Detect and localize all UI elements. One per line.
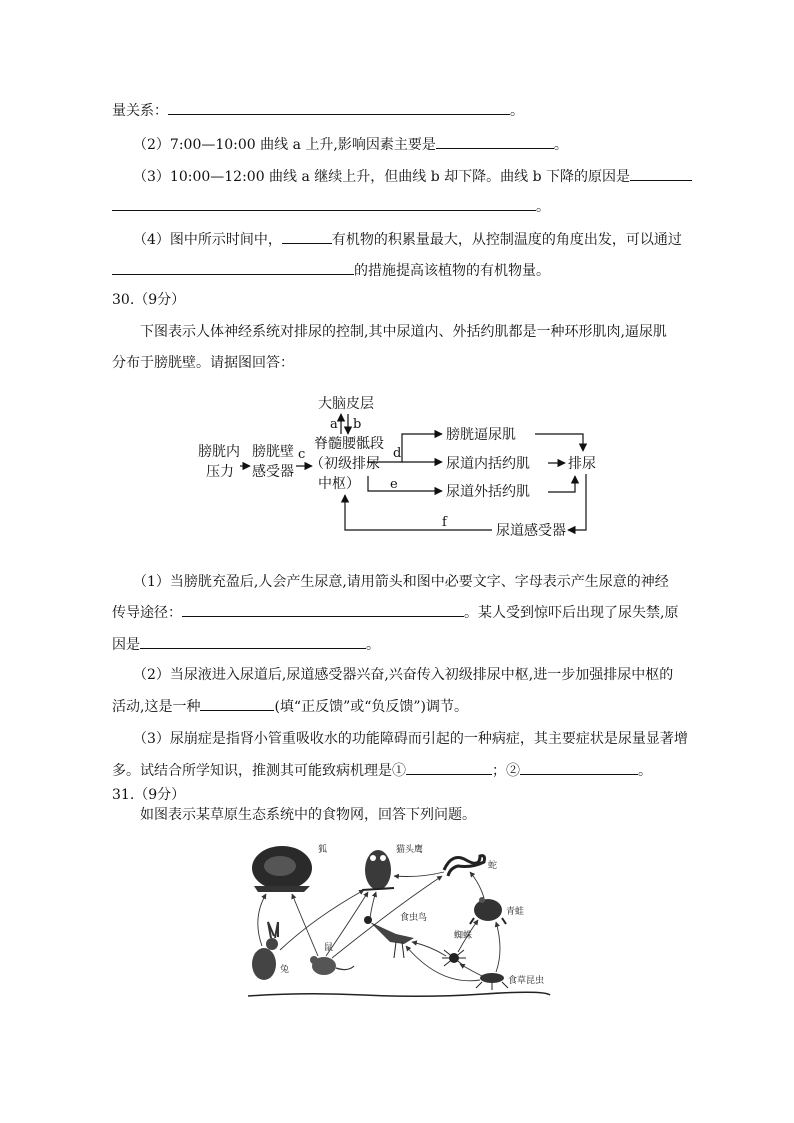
arrow-f [345,495,492,530]
q30-part-1-cont: 因是 。 [112,634,380,655]
spider-label: 蜘蛛 [454,931,473,941]
receptor-label: 膀胱壁 [252,444,294,460]
q31-header: 31.（9分） [112,787,186,803]
arrow-e [368,476,442,491]
spider-icon [442,950,466,966]
detrusor-label: 膀胱逼尿肌 [446,427,516,443]
food-web-figure [244,838,556,1000]
q30-part-1: （1）当膀胱充盈后,人会产生尿意,请用箭头和图中必要文字、字母表示产生尿意的神经 [133,574,669,590]
ground-line [248,992,550,996]
q30-header: 30.（9分） [112,292,186,308]
spinal-center-label: 中枢） [318,476,360,492]
snake-icon [444,856,485,876]
link-rabbit-owl [280,890,364,950]
q30-part-3-cont: 多。试结合所学知识，推测其可能致病机理是① ；② 。 [112,760,652,781]
urination-control-diagram [190,388,610,548]
answer-blank[interactable] [200,696,274,711]
q29-line1-prefix: 量关系： [112,103,168,119]
q29-part-3: （3）10:00—12:00 曲线 a 继续上升，但曲线 b 却下降。曲线 b 下降的原因是 [133,166,692,187]
pathway-b-label: b [353,417,362,432]
outer-sphincter-label: 尿道外括约肌 [446,484,530,500]
pathway-d-label: d [393,446,402,461]
answer-blank[interactable] [520,760,638,775]
arrow-outer-urination [548,476,575,492]
q30-part-2-cont: 活动,这是一种 (填“正反馈”或“负反馈”)调节。 [112,696,468,717]
q31-intro: 如图表示某草原生态系统中的食物网，回答下列问题。 [140,807,476,823]
answer-blank[interactable] [436,134,554,149]
pathway-e-label: e [390,477,398,492]
pathway-c-label: c [298,447,306,462]
arrow-urination-receptor [568,474,586,530]
spinal-center-label: 脊髓腰骶段 [314,436,384,452]
rabbit-icon [252,922,278,980]
mouse-icon [310,956,354,975]
q30-part-1-cont: 传导途径： 。某人受到惊吓后出现了尿失禁,原 [112,602,678,623]
urethra-receptor-label: 尿道感受器 [496,523,566,539]
urination-label: 排尿 [568,456,596,472]
link-frog-snake [470,872,484,898]
insect-label: 食草昆虫 [508,976,545,986]
q30-part-3: （3）尿崩症是指肾小管重吸收水的功能障碍而引起的一种病症，其主要症状是尿量显著增 [133,731,688,747]
arrow-detrusor-urination [535,434,583,451]
link-insect-frog [496,922,500,972]
answer-blank[interactable] [112,196,536,211]
q29-part-4: （4）图中所示时间中， 有机物的积累量最大，从控制温度的角度出发，可以通过 [133,229,682,250]
q30-intro-2: 分布于膀胱壁。请据图回答： [112,355,294,371]
link-mouse-fox [292,894,318,956]
link-bird-owl [370,892,376,918]
pathway-f-label: f [442,515,447,530]
cortex-label: 大脑皮层 [318,396,374,412]
owl-icon [362,850,394,890]
pressure-label: 压力 [206,464,234,480]
q29-part-3-cont: 。 [112,196,550,217]
fox-icon [252,846,312,892]
snake-label: 蛇 [488,861,498,871]
fox-label: 狐 [318,845,328,855]
q29-part-2: （2）7:00—10:00 曲线 a 上升,影响因素主要是 。 [133,134,568,155]
link-snake-owl [394,872,444,877]
link-insect-spider [460,964,482,976]
receptor-label: 感受器 [252,464,294,480]
link-spider-bird [412,942,446,956]
frog-icon [470,897,506,924]
answer-blank[interactable] [168,100,510,115]
answer-blank[interactable] [406,760,492,775]
pathway-a-label: a [330,417,338,432]
q29-line-1: 量关系： 。 [112,100,524,121]
rabbit-label: 兔 [280,965,290,975]
answer-blank[interactable] [282,229,332,244]
q30-intro-1: 下图表示人体神经系统对排尿的控制,其中尿道内、外括约肌都是一种环形肌肉,逼尿肌 [140,324,667,340]
frog-label: 青蛙 [506,907,525,917]
answer-blank[interactable] [630,166,692,181]
pressure-label: 膀胱内 [198,444,240,460]
answer-blank[interactable] [182,602,464,617]
mouse-label: 鼠 [324,943,334,953]
answer-blank[interactable] [112,260,354,275]
q29-part-4-cont: 的措施提高该植物的有机物量。 [112,260,550,281]
answer-blank[interactable] [140,634,366,649]
inner-sphincter-label: 尿道内括约肌 [446,456,530,472]
spinal-center-label: （初级排尿 [310,456,380,472]
q30-part-2: （2）当尿液进入尿道后,尿道感受器兴奋,兴奋传入初级排尿中枢,进一步加强排尿中枢的 [133,667,674,683]
bird-label: 食虫鸟 [400,913,428,923]
owl-label: 猫头鹰 [396,845,424,855]
link-rabbit-fox [258,894,266,946]
link-insect-bird [406,946,480,981]
